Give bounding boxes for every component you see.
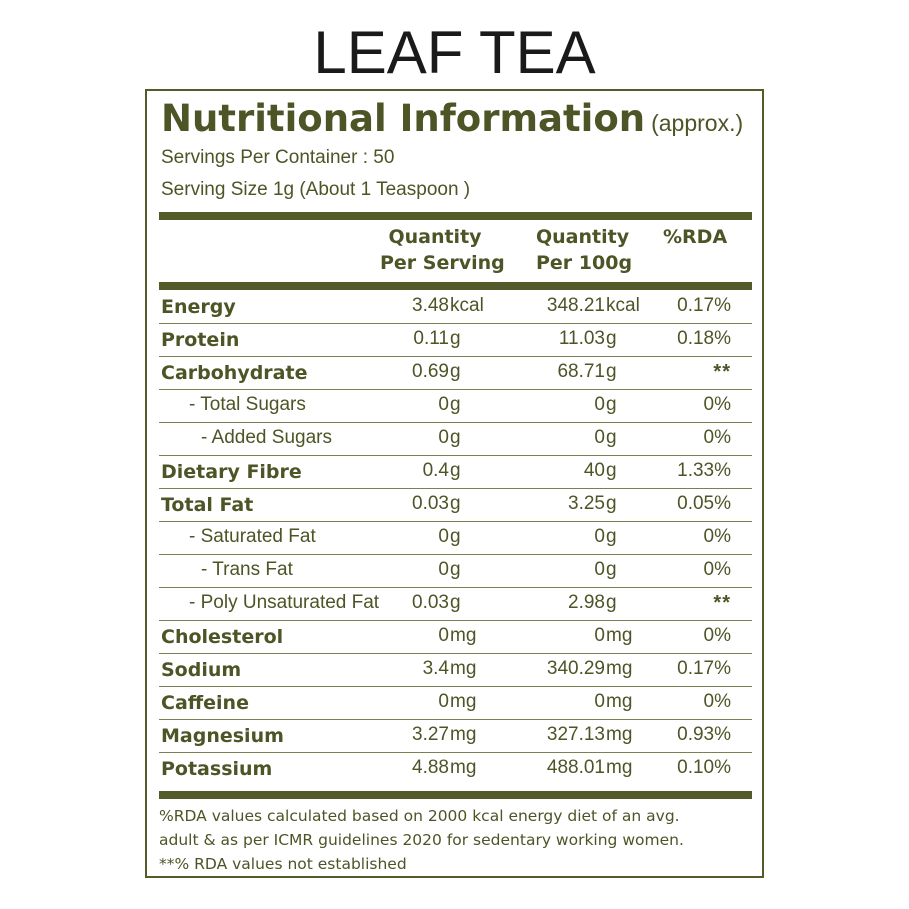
per-serving-unit: g	[450, 460, 461, 481]
nutrition-panel	[145, 89, 764, 878]
rda-value: 0.17%	[677, 658, 731, 679]
footnote-line: %RDA values calculated based on 2000 kcal energy diet of an avg.	[159, 807, 680, 825]
per-serving-value: 0.03	[412, 592, 449, 613]
per-100g-value: 0	[594, 427, 605, 448]
nutrient-name: - Trans Fat	[201, 559, 293, 580]
per-serving-unit: mg	[450, 691, 477, 712]
table-row	[159, 357, 752, 390]
rda-value: 0%	[703, 394, 731, 415]
per-100g-unit: g	[606, 526, 617, 547]
header-bottom-rule	[159, 282, 752, 290]
per-100g-unit: kcal	[606, 295, 640, 316]
per-serving-unit: g	[450, 394, 461, 415]
product-title: LEAF TEA	[313, 19, 596, 86]
table-row	[159, 291, 752, 324]
per-100g-value: 0	[594, 625, 605, 646]
col-head-per-serving-line1: Quantity	[388, 226, 482, 248]
rda-value: **	[713, 361, 731, 383]
table-row	[159, 324, 752, 357]
per-serving-unit: mg	[450, 724, 477, 745]
panel-heading	[161, 97, 743, 140]
per-100g-value: 327.13	[546, 724, 605, 745]
per-100g-unit: mg	[606, 658, 633, 679]
per-serving-value: 0.11	[413, 328, 449, 349]
per-100g-unit: g	[606, 460, 617, 481]
table-row	[159, 555, 752, 588]
per-serving-value: 3.48	[412, 295, 449, 316]
nutrient-name: Protein	[161, 329, 240, 351]
per-serving-unit: kcal	[450, 295, 484, 316]
table-row	[159, 522, 752, 555]
per-100g-value: 0	[594, 394, 605, 415]
col-head-rda: %RDA	[663, 226, 728, 248]
nutrient-name: - Total Sugars	[189, 394, 306, 415]
rda-value: 0%	[703, 625, 731, 646]
nutrient-name: Caffeine	[161, 692, 249, 714]
per-serving-value: 3.4	[422, 658, 449, 679]
table-bottom-rule	[159, 791, 752, 799]
table-row	[159, 489, 752, 522]
per-100g-value: 3.25	[568, 493, 605, 514]
per-100g-value: 0	[594, 559, 605, 580]
nutrient-name: Potassium	[161, 758, 273, 780]
per-serving-value: 3.27	[412, 724, 449, 745]
per-100g-unit: mg	[606, 724, 633, 745]
per-serving-unit: mg	[450, 757, 477, 778]
serving-size: Serving Size 1g (About 1 Teaspoon )	[161, 179, 471, 200]
per-100g-value: 488.01	[546, 757, 605, 778]
panel-heading-note: (approx.)	[651, 110, 744, 136]
nutrient-name: Sodium	[161, 659, 242, 681]
rda-value: 0.18%	[677, 328, 731, 349]
table-row	[159, 390, 752, 423]
per-100g-value: 0	[594, 691, 605, 712]
per-100g-value: 2.98	[568, 592, 605, 613]
per-serving-unit: g	[450, 559, 461, 580]
table-row	[159, 720, 752, 753]
nutrient-name: Magnesium	[161, 725, 284, 747]
table-row	[159, 687, 752, 720]
table-row	[159, 423, 752, 456]
per-100g-unit: g	[606, 427, 617, 448]
per-100g-unit: g	[606, 328, 617, 349]
rda-value: 0%	[703, 691, 731, 712]
col-head-per-100g	[536, 224, 632, 276]
col-head-per-serving-line2: Per Serving	[380, 252, 505, 274]
rda-value: 0%	[703, 526, 731, 547]
per-serving-unit: g	[450, 361, 461, 382]
rda-value: 0.93%	[677, 724, 731, 745]
per-100g-unit: g	[606, 394, 617, 415]
rda-value: **	[713, 592, 731, 614]
per-100g-value: 0	[594, 526, 605, 547]
per-serving-unit: g	[450, 592, 461, 613]
panel-heading-title: Nutritional Information	[161, 97, 646, 140]
footnotes	[159, 804, 684, 876]
table-row	[159, 654, 752, 687]
nutrient-name: Cholesterol	[161, 626, 284, 648]
rda-value: 0.17%	[677, 295, 731, 316]
per-serving-value: 0	[438, 691, 449, 712]
rda-value: 0.10%	[677, 757, 731, 778]
per-serving-value: 0.69	[412, 361, 449, 382]
per-serving-value: 0	[438, 625, 449, 646]
per-serving-value: 0	[438, 526, 449, 547]
table-row	[159, 456, 752, 489]
per-serving-value: 0	[438, 427, 449, 448]
col-head-per-serving	[380, 224, 505, 276]
rda-value: 0%	[703, 427, 731, 448]
footnote-line: adult & as per ICMR guidelines 2020 for sedentary working women.	[159, 831, 684, 849]
per-100g-unit: mg	[606, 625, 633, 646]
per-100g-value: 68.71	[557, 361, 605, 382]
nutrient-name: - Poly Unsaturated Fat	[189, 592, 380, 613]
servings-per-container: Servings Per Container : 50	[161, 147, 395, 168]
per-serving-value: 0	[438, 394, 449, 415]
per-100g-value: 11.03	[558, 328, 605, 349]
nutrient-name: Energy	[161, 296, 236, 318]
rda-value: 0.05%	[677, 493, 731, 514]
per-serving-unit: mg	[450, 625, 477, 646]
nutrient-name: Dietary Fibre	[161, 461, 302, 483]
rda-value: 1.33%	[677, 460, 731, 481]
rda-value: 0%	[703, 559, 731, 580]
table-row	[159, 588, 752, 621]
per-serving-value: 0.4	[422, 460, 449, 481]
footnote-line: **% RDA values not established	[159, 855, 407, 873]
per-100g-value: 40	[583, 460, 605, 481]
per-100g-unit: g	[606, 592, 617, 613]
nutrient-name: Carbohydrate	[161, 362, 308, 384]
per-serving-unit: g	[450, 328, 461, 349]
per-serving-value: 0.03	[412, 493, 449, 514]
col-head-per-100g-line2: Per 100g	[536, 252, 633, 274]
per-serving-unit: mg	[450, 658, 477, 679]
per-serving-unit: g	[450, 427, 461, 448]
per-100g-value: 348.21	[546, 295, 605, 316]
nutrient-name: - Added Sugars	[201, 427, 332, 448]
per-100g-unit: g	[606, 559, 617, 580]
per-100g-unit: mg	[606, 757, 633, 778]
per-serving-value: 4.88	[412, 757, 449, 778]
per-serving-unit: g	[450, 493, 461, 514]
nutrient-name: Total Fat	[161, 494, 254, 516]
per-100g-unit: g	[606, 493, 617, 514]
nutrient-name: - Saturated Fat	[189, 526, 316, 547]
table-row	[159, 621, 752, 654]
per-100g-value: 340.29	[546, 658, 605, 679]
per-100g-unit: mg	[606, 691, 633, 712]
header-top-rule	[159, 212, 752, 220]
per-100g-unit: g	[606, 361, 617, 382]
table-row	[159, 753, 752, 786]
col-head-per-100g-line1: Quantity	[536, 226, 630, 248]
per-serving-value: 0	[438, 559, 449, 580]
per-serving-unit: g	[450, 526, 461, 547]
